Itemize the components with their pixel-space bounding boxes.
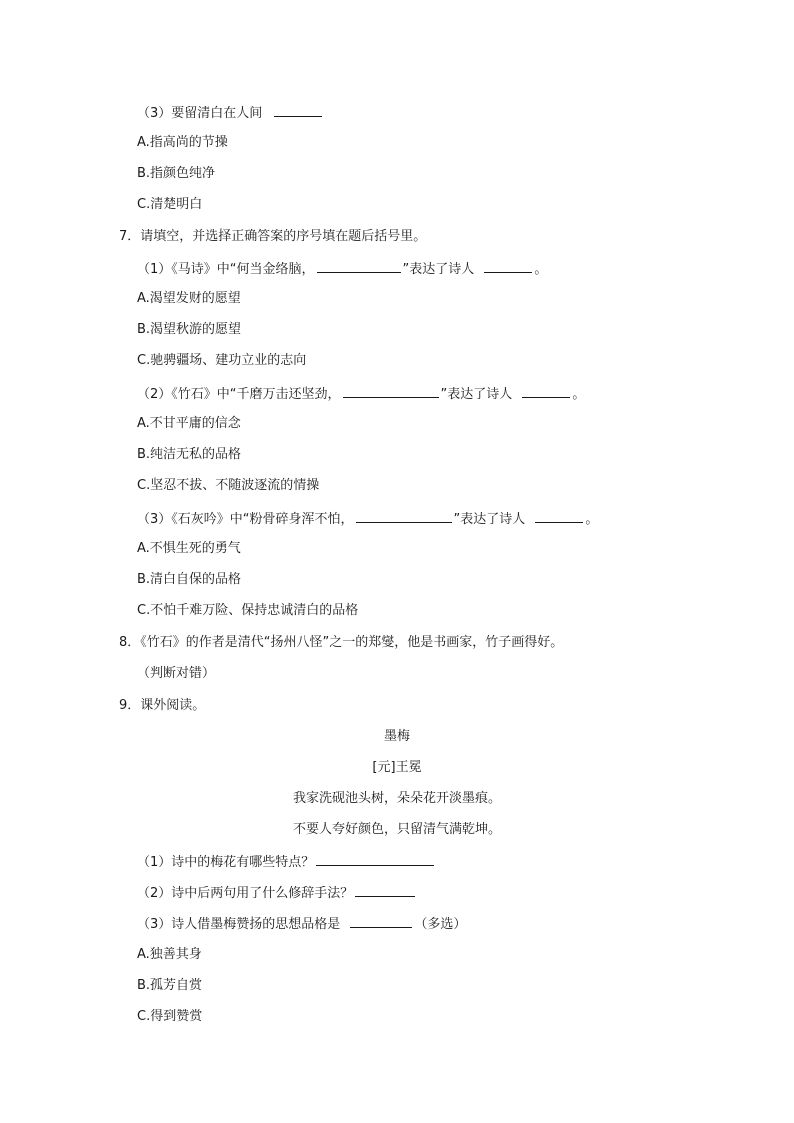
option-b[interactable]: B.渴望秋游的愿望 bbox=[137, 322, 242, 337]
option-b[interactable]: B.清白自保的品格 bbox=[137, 572, 242, 587]
punctuation: 。 bbox=[585, 512, 599, 527]
question-text: （3）要留清白在人间 bbox=[137, 106, 263, 121]
question-text: （1）《马诗》中“何当金络脑， bbox=[137, 262, 315, 277]
option-b[interactable]: B.纯洁无私的品格 bbox=[137, 447, 242, 462]
question-7-part-2 bbox=[137, 384, 585, 404]
fill-blank[interactable] bbox=[356, 509, 452, 523]
punctuation: 。 bbox=[534, 262, 548, 277]
poem-line-2: 不要人夸好颜色，只留清气满乾坤。 bbox=[292, 822, 501, 837]
option-c[interactable]: C.清楚明白 bbox=[137, 197, 203, 212]
answer-blank[interactable] bbox=[316, 852, 434, 866]
option-b[interactable]: B.指颜色纯净 bbox=[137, 166, 216, 181]
question-6-part-3 bbox=[137, 103, 324, 123]
answer-blank[interactable] bbox=[355, 883, 415, 897]
poem-author: [元]王冕 bbox=[372, 760, 422, 775]
option-a[interactable]: A.渴望发财的愿望 bbox=[137, 291, 241, 306]
option-a[interactable]: A.不甘平庸的信念 bbox=[137, 416, 241, 431]
question-7-part-1 bbox=[137, 259, 547, 279]
poem-title: 墨梅 bbox=[383, 729, 410, 744]
question-note: （多选） bbox=[414, 917, 467, 932]
option-c[interactable]: C.得到赞赏 bbox=[137, 1009, 203, 1024]
answer-blank[interactable] bbox=[522, 384, 570, 398]
option-b[interactable]: B.孤芳自赏 bbox=[137, 978, 203, 993]
question-9-stem: 9．课外阅读。 bbox=[119, 698, 206, 713]
option-a[interactable]: A.不惧生死的勇气 bbox=[137, 541, 241, 556]
punctuation: 。 bbox=[572, 387, 586, 402]
question-text: （2）《竹石》中“千磨万击还坚劲， bbox=[137, 387, 341, 402]
option-c[interactable]: C.驰骋疆场、建功立业的志向 bbox=[137, 353, 307, 368]
question-8-stem: 8．《竹石》的作者是清代“扬州八怪”之一的郑燮，他是书画家，竹子画得好。 bbox=[119, 635, 564, 650]
fill-blank[interactable] bbox=[317, 259, 401, 273]
question-text: ”表达了诗人 bbox=[453, 512, 526, 527]
question-9-part-2 bbox=[137, 883, 417, 903]
answer-blank[interactable] bbox=[535, 509, 583, 523]
question-9-part-1 bbox=[137, 852, 436, 872]
answer-blank[interactable] bbox=[484, 259, 532, 273]
question-text: （1）诗中的梅花有哪些特点？ bbox=[137, 855, 315, 870]
question-text: ”表达了诗人 bbox=[402, 262, 475, 277]
question-text: （2）诗中后两句用了什么修辞手法？ bbox=[137, 886, 354, 901]
answer-blank[interactable] bbox=[274, 103, 322, 117]
question-text: ”表达了诗人 bbox=[440, 387, 513, 402]
poem-line-1: 我家洗砚池头树，朵朵花开淡墨痕。 bbox=[292, 791, 501, 806]
option-c[interactable]: C.不怕千难万险、保持忠诚清白的品格 bbox=[137, 603, 359, 618]
option-a[interactable]: A.指高尚的节操 bbox=[137, 135, 228, 150]
question-text: （3）诗人借墨梅赞扬的思想品格是 bbox=[137, 917, 341, 932]
question-7-stem: 7．请填空，并选择正确答案的序号填在题后括号里。 bbox=[119, 229, 427, 244]
answer-blank[interactable] bbox=[350, 914, 412, 928]
option-a[interactable]: A.独善其身 bbox=[137, 947, 202, 962]
option-c[interactable]: C.坚忍不拔、不随波逐流的情操 bbox=[137, 478, 320, 493]
question-text: （3）《石灰吟》中“粉骨碎身浑不怕， bbox=[137, 512, 354, 527]
question-7-part-3 bbox=[137, 509, 598, 529]
question-8-note: （判断对错） bbox=[137, 666, 216, 681]
fill-blank[interactable] bbox=[343, 384, 439, 398]
question-9-part-3 bbox=[137, 914, 466, 934]
